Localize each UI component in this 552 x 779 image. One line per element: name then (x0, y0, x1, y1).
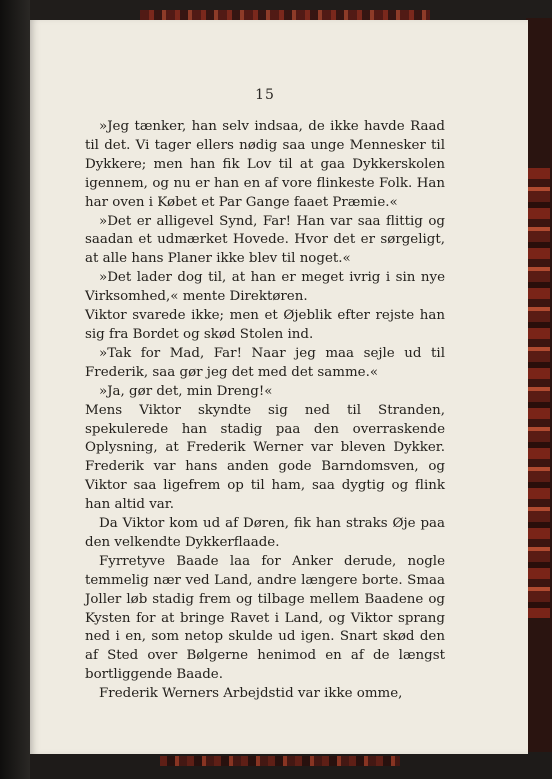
paragraph: Frederik Werners Arbejdstid var ikke omme, (99, 686, 403, 702)
paragraph: Da Viktor kom ud af Døren, fik han straks Øje paa den velkendte Dykkerflaade. (85, 516, 445, 550)
paragraph: »Tak for Mad, Far! Naar jeg maa sejle ud til Frederik, saa gør jeg det med det samme.« (85, 345, 445, 380)
paragraph: Fyrretyve Baade laa for Anker derude, nogle temmelig nær ved Land, andre længere borte. Smaa Joller løb stadig frem og tilbage mellem Baadene og Kysten for at bringe Ravet i Land, og Viktor sprang ned i en, som netop skulde ud igen. Snart skød den af Sted over Bølgerne henimod en af de længst bortliggende Baade. (85, 553, 445, 683)
body-text (85, 118, 445, 704)
paragraph: »Det er alligevel Synd, Far! Han var saa flittig og saadan et udmærket Hovede. Hvor det er sørgeligt, at alle hans Planer ikke blev til noget.« (85, 213, 445, 267)
marbled-edge (160, 756, 400, 766)
paragraph: Mens Viktor skyndte sig ned til Stranden, spekulerede han stadig paa den overraskende Oplysning, at Frederik Werner var bleven Dykker. Frederik var hans anden gode Barndomsven, og Viktor saa ligefrem op til ham, saa dygtig og flink han altid var. (85, 402, 445, 513)
book-top-edge (30, 0, 552, 22)
paragraph: »Ja, gør det, min Dreng!« (99, 383, 273, 399)
book-gutter-shadow (0, 0, 30, 779)
book-right-edge (526, 18, 552, 760)
paragraph: Viktor svarede ikke; men et Øjeblik efter rejste han sig fra Bordet og skød Stolen ind. (85, 308, 445, 342)
paragraph: »Jeg tænker, han selv indsaa, de ikke havde Raad til det. Vi tager ellers nødig saa unge Mennesker til Dykkere; men han fik Lov til at gaa Dykkerskolen igennem, og nu er han en af vore flinkeste Folk. Han har oven i Købet et Par Gange faaet Præmie.« (85, 119, 445, 210)
paragraph: »Det lader dog til, at han er meget ivrig i sin nye Virksomhed,« mente Direktøren. (85, 270, 445, 305)
marbled-edge (528, 168, 550, 618)
book-page (30, 20, 528, 754)
page-number: 15 (255, 87, 275, 103)
book-bottom-edge (30, 752, 552, 779)
